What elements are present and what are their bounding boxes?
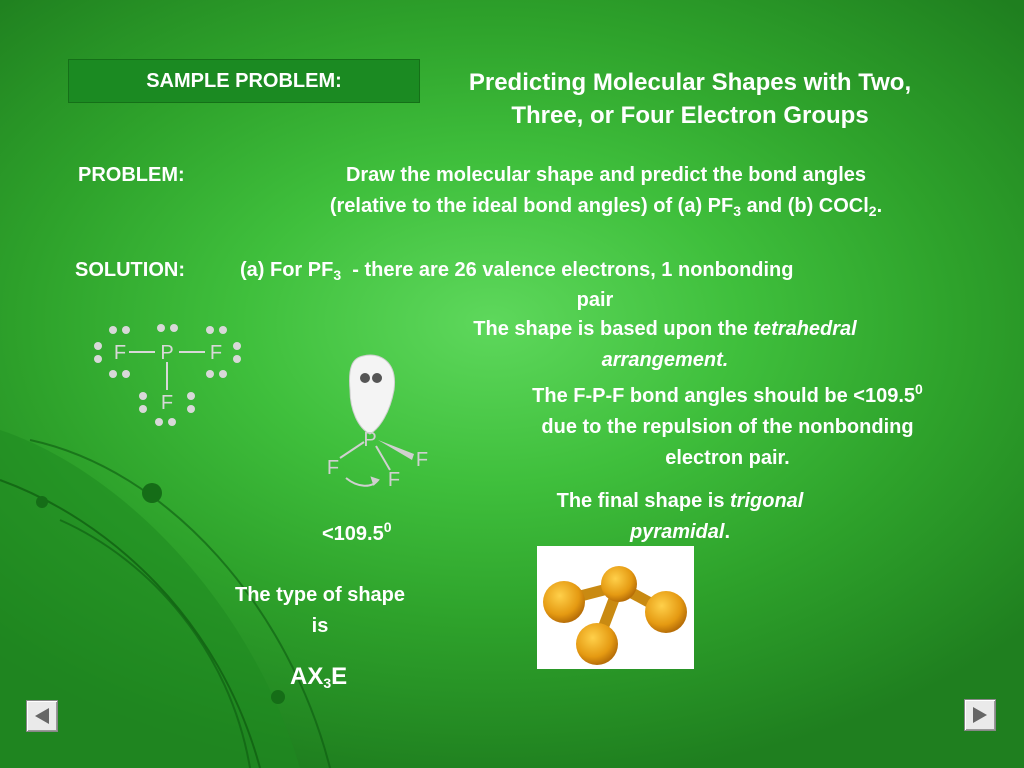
left-triangle-icon [27,701,57,731]
wedge-structure [318,350,438,498]
shape-type-formula: $AX_3E$ [290,663,348,691]
final-shape-text: The final shape is trigonal pyramidal. [556,490,804,543]
page-title [420,66,960,132]
prev-slide-button[interactable] [26,700,58,732]
title-line-1: Predicting Molecular Shapes with Two, [468,69,912,96]
shape-basis-text: The shape is based upon the tetrahedral arrangement. [473,318,857,371]
wedge-p: P [363,429,377,451]
title-line-2: Three, or Four Electron Groups [511,102,869,129]
right-triangle-icon [965,700,995,730]
molecule-model-image [537,546,694,669]
problem-text [236,160,976,227]
bond-angle-text: The F-P-F bond angles should be $<109.5^0$ due to the repulsion of the nonbonding electron pair. [532,381,923,469]
solution-label: SOLUTION: [75,259,185,281]
wedge-f-left: F [326,457,340,479]
sample-problem-label: SAMPLE PROBLEM: [68,59,420,103]
lewis-f-bottom: F [160,392,174,414]
wedge-f-right: F [415,449,429,471]
lewis-f-right: F [209,342,223,364]
problem-line-2: (relative to the ideal bond angles) of (a) $PF_3$ and (b) COCl$_2$. [329,195,883,219]
solution-line-2: pair [576,289,614,311]
shape-type-text: The type of shape is [234,584,406,637]
wedge-angle-label: $<109.5^0$ [322,519,392,545]
wedge-f-bottom: F [387,469,401,491]
lewis-structure [85,318,255,433]
problem-line-1: Draw the molecular shape and predict the bond angles [345,164,867,186]
problem-label: PROBLEM: [78,164,185,186]
next-slide-button[interactable] [964,699,996,731]
lewis-p: P [160,342,174,364]
solution-line-1: (a) For $PF_3$ - there are 26 valence electrons, 1 nonbonding [240,259,794,283]
lewis-f-left: F [113,342,127,364]
